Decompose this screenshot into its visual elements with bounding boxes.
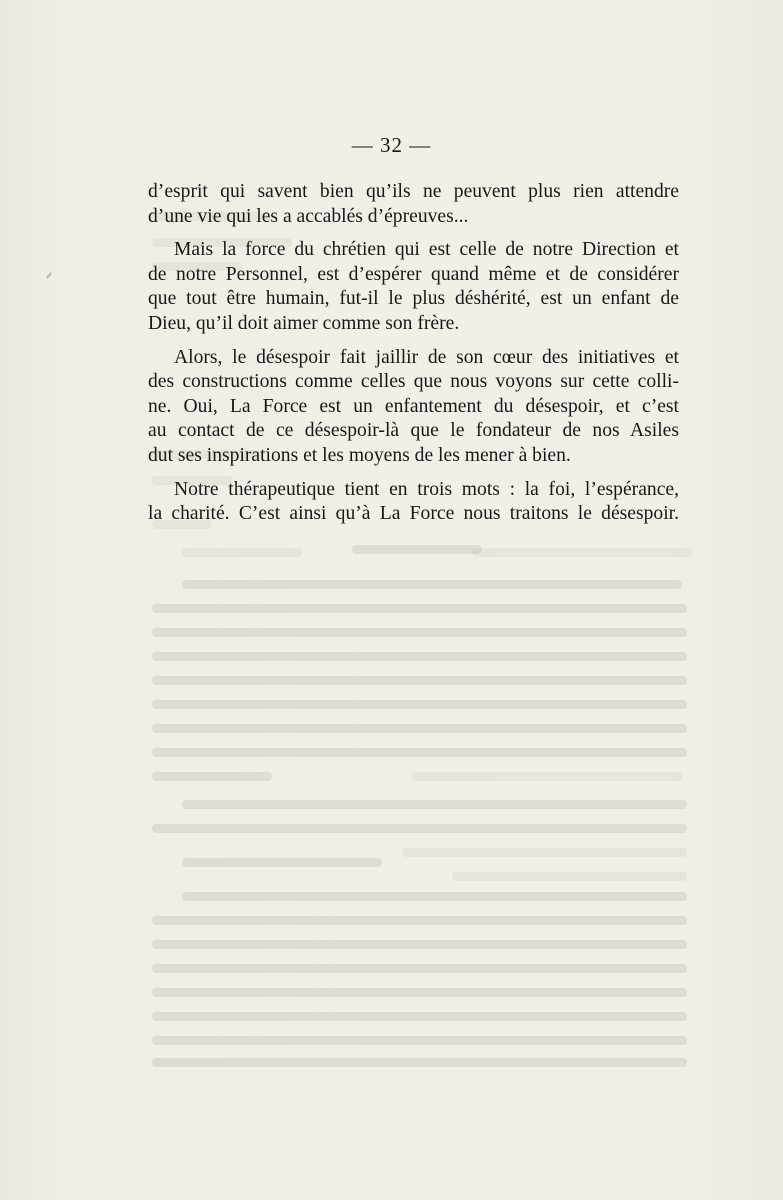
text-line: au contact de ce désespoir-là que le fondateur de nos Asiles (148, 420, 679, 442)
page-number: — 32 — (351, 133, 432, 157)
text-line: ne. Oui, La Force est un enfantement du désespoir, et c’est (148, 395, 679, 417)
text-line: des constructions comme celles que nous voyons sur cette colli- (148, 371, 679, 393)
paragraph (148, 478, 679, 527)
text-line: Alors, le désespoir fait jaillir de son cœur des initiatives et (174, 346, 679, 368)
text-line: de notre Personnel, est d’espérer quand même et de considérer (148, 263, 679, 285)
text-line: Dieu, qu’il doit aimer comme son frère. (148, 312, 460, 334)
paragraph (148, 346, 679, 469)
text-line: que tout être humain, fut-il le plus déshérité, est un enfant de (148, 288, 679, 310)
text-line: d’esprit qui savent bien qu’ils ne peuvent plus rien attendre (148, 181, 679, 202)
text-line: Mais la force du chrétien qui est celle de notre Direction et (174, 239, 679, 261)
text-line: la charité. C’est ainsi qu’à La Force nous traitons le désespoir. (148, 503, 679, 525)
paragraph (148, 180, 679, 229)
text-line: dut ses inspirations et les moyens de les mener à bien. (148, 444, 571, 466)
body-text (148, 180, 679, 536)
paper-mark (46, 272, 52, 279)
text-line: d’une vie qui les a accablés d’épreuves... (148, 205, 469, 227)
paragraph (148, 238, 679, 336)
text-line: Notre thérapeutique tient en trois mots : la foi, l’espérance, (174, 478, 679, 500)
